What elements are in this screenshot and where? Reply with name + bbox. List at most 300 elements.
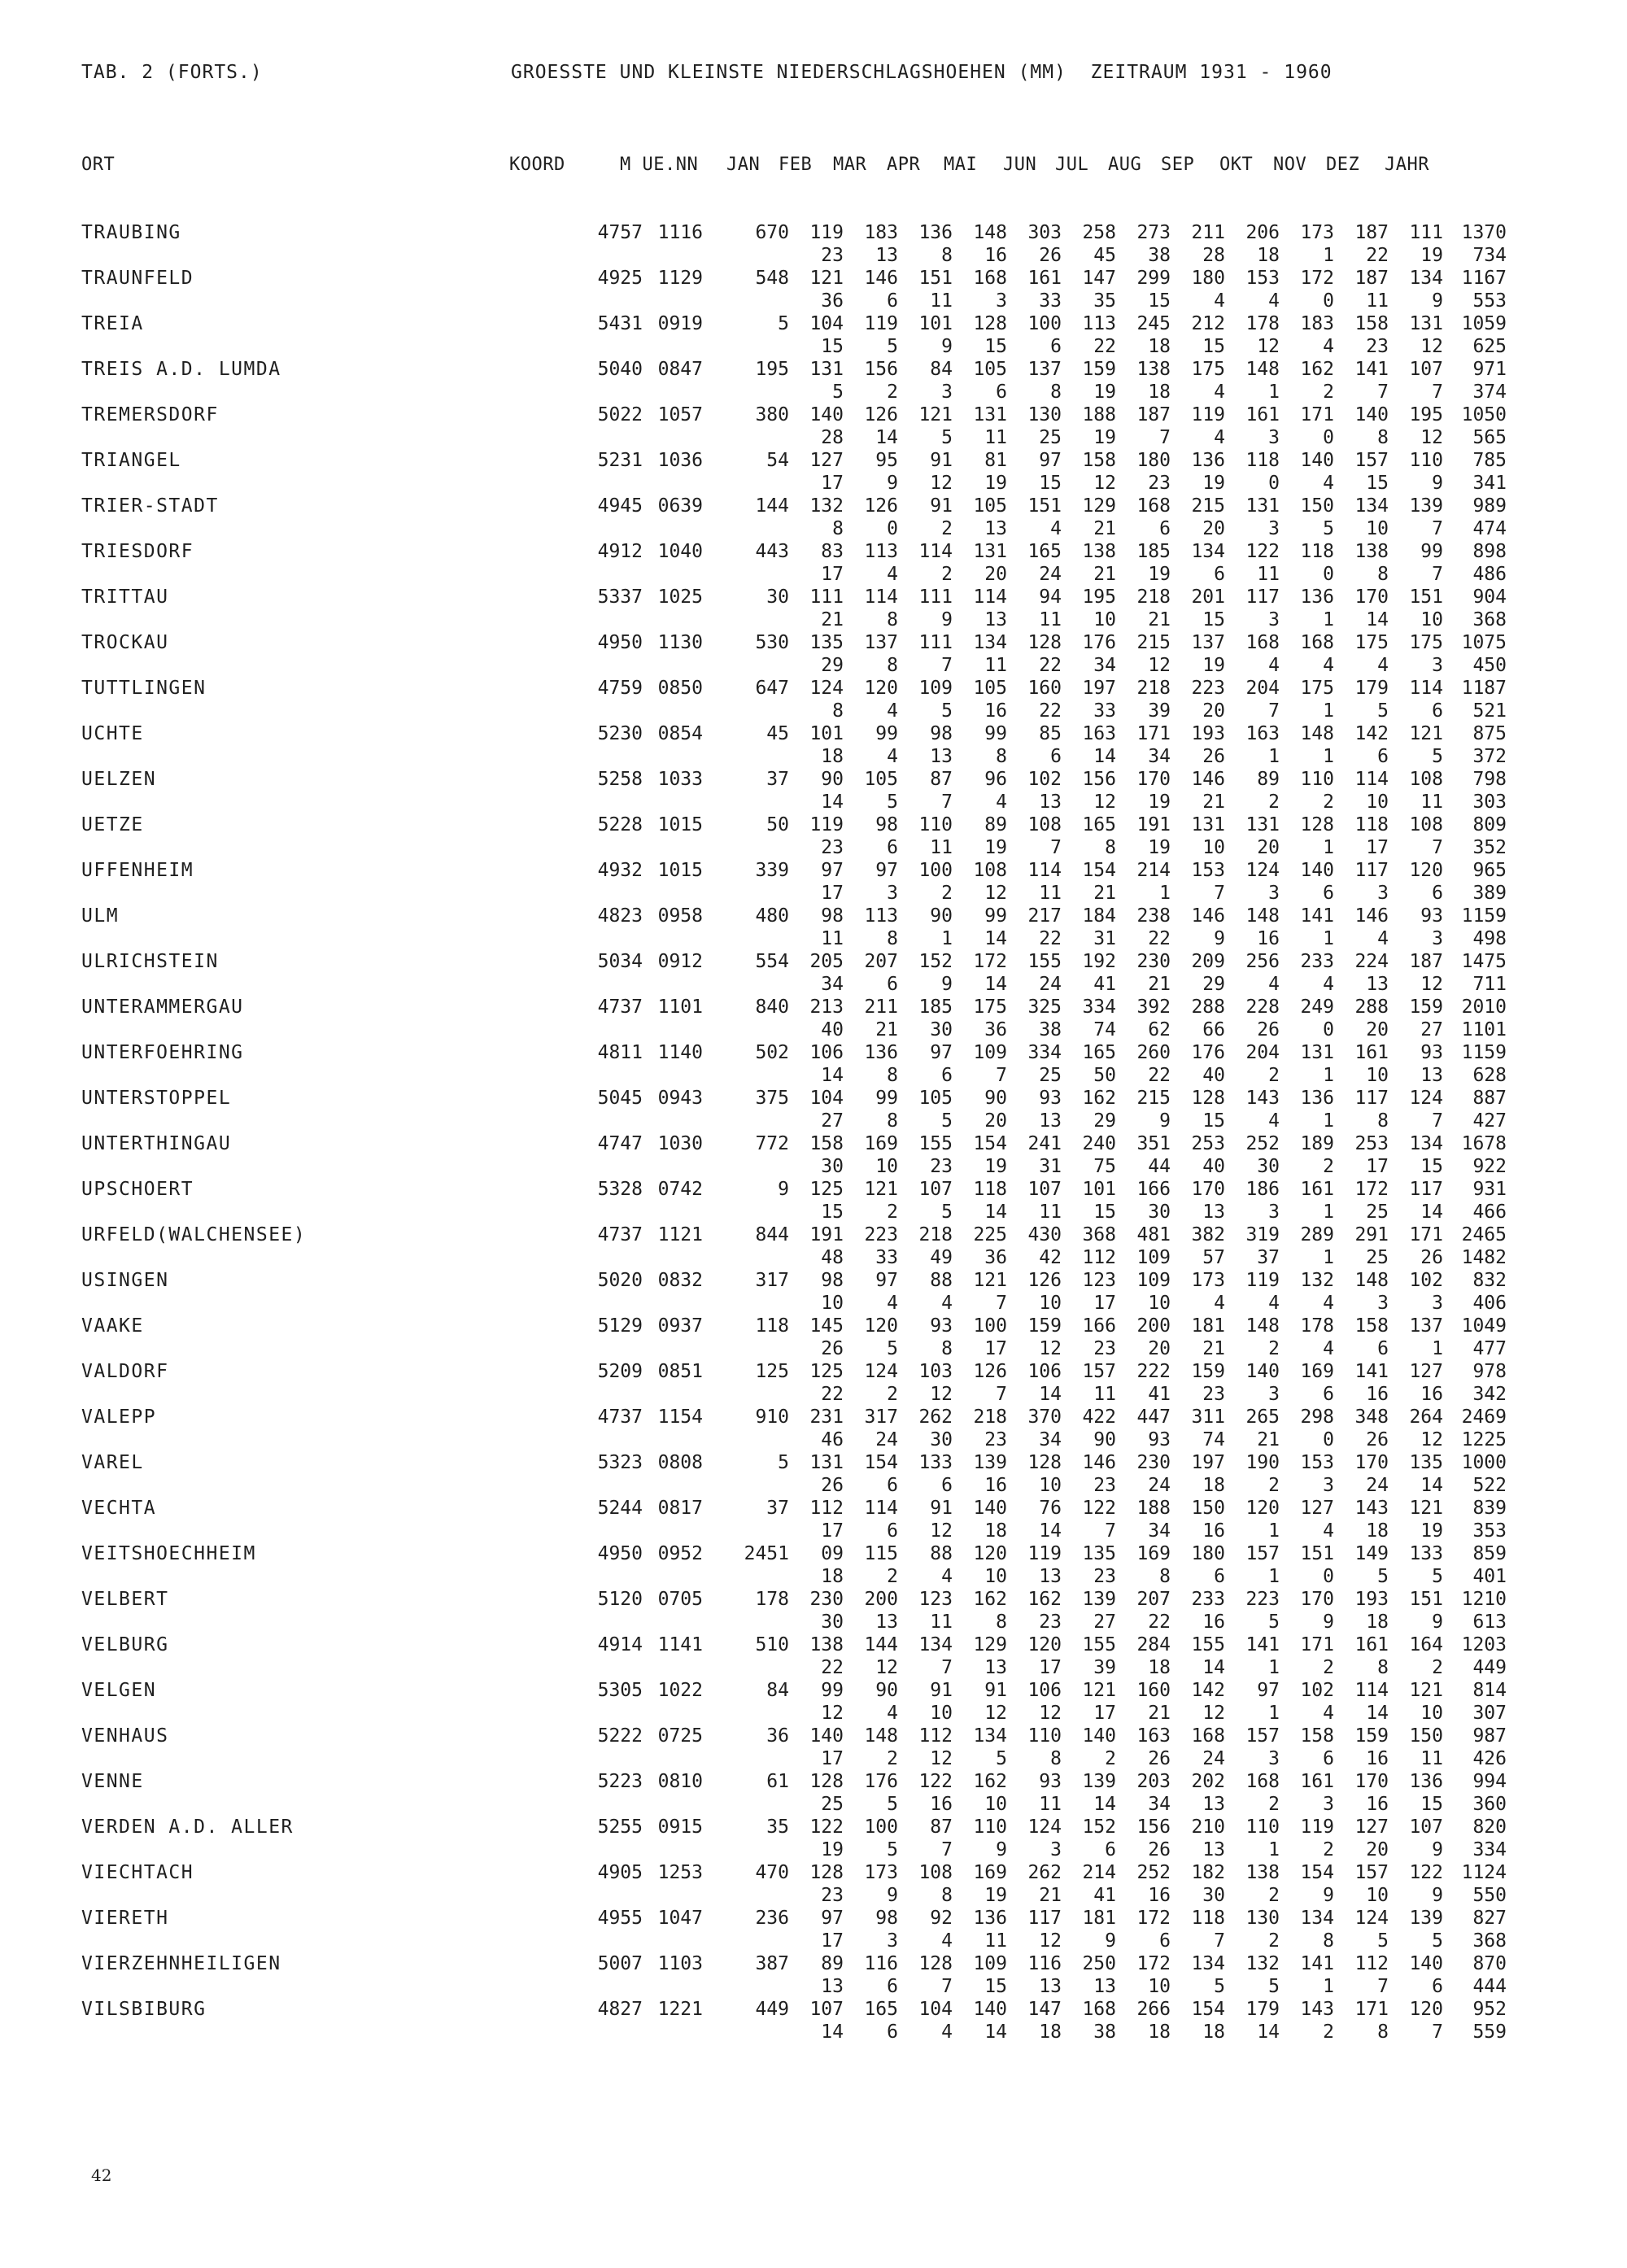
min-month-value: 15 <box>1093 1202 1116 1223</box>
min-month-value: 15 <box>1366 473 1389 494</box>
station-koord-e: 0854 <box>657 723 703 744</box>
max-month-value: 140 <box>1300 450 1334 471</box>
table-row-min <box>0 700 1507 722</box>
min-month-value: 34 <box>1148 1794 1171 1815</box>
min-month-value: 24 <box>1202 1748 1225 1769</box>
spacer-cell <box>643 1018 703 1041</box>
spacer-cell <box>579 1611 643 1633</box>
min-month-value: 16 <box>1257 928 1280 949</box>
min-month-value: 7 <box>1214 883 1225 904</box>
min-month-value: 18 <box>1366 1612 1389 1633</box>
max-month-value: 260 <box>1136 1042 1171 1063</box>
min-month-value: 7 <box>1432 1110 1443 1132</box>
min-month-value: 9 <box>941 336 953 357</box>
max-month-value: 104 <box>918 1999 953 2020</box>
min-month-value: 1 <box>1323 1976 1334 1997</box>
table-row-max <box>0 1497 1507 1520</box>
max-month-value: 256 <box>1245 951 1280 972</box>
max-month-value: 265 <box>1245 1407 1280 1428</box>
station-elevation: 144 <box>755 495 789 517</box>
max-month-value: 93 <box>1420 1042 1443 1063</box>
table-row-min <box>0 654 1507 677</box>
min-year-value: 352 <box>1472 837 1507 858</box>
station-koord-n: 5034 <box>597 951 643 972</box>
min-month-value: 5 <box>1432 1930 1443 1952</box>
min-month-value: 18 <box>1202 2022 1225 2043</box>
max-month-value: 144 <box>864 1634 898 1655</box>
precipitation-table <box>0 221 1507 2043</box>
min-month-value: 14 <box>1093 746 1116 767</box>
max-month-value: 118 <box>973 1179 1007 1200</box>
station-koord-e: 0810 <box>657 1771 703 1792</box>
column-header-month: APR <box>887 155 921 175</box>
max-year-value: 978 <box>1472 1361 1507 1382</box>
min-month-value: 26 <box>1366 1429 1389 1450</box>
max-month-value: 134 <box>973 1725 1007 1747</box>
min-month-value: 4 <box>941 1566 953 1587</box>
min-month-value: 3 <box>941 382 953 403</box>
max-month-value: 214 <box>1082 1862 1116 1883</box>
station-elevation: 844 <box>755 1224 789 1245</box>
max-month-value: 298 <box>1300 1407 1334 1428</box>
min-month-value: 3 <box>1268 883 1280 904</box>
table-row-max <box>0 905 1507 927</box>
max-month-value: 97 <box>875 1270 898 1291</box>
min-month-value: 25 <box>1039 1065 1062 1086</box>
min-month-value: 14 <box>821 1065 844 1086</box>
max-month-value: 148 <box>1245 359 1280 380</box>
spacer-cell <box>0 1520 579 1542</box>
min-month-value: 34 <box>1093 655 1116 676</box>
min-month-value: 8 <box>1377 1110 1389 1132</box>
max-month-value: 209 <box>1191 951 1225 972</box>
column-header-ort: ORT <box>81 155 116 175</box>
min-month-value: 20 <box>1366 1839 1389 1860</box>
max-month-value: 147 <box>1082 268 1116 289</box>
table-row-max <box>0 813 1507 836</box>
spacer-cell <box>703 1838 789 1861</box>
max-month-value: 90 <box>930 905 953 927</box>
min-month-value: 33 <box>1039 290 1062 312</box>
max-month-value: 09 <box>821 1543 844 1564</box>
station-elevation: 54 <box>766 450 789 471</box>
min-year-value: 401 <box>1472 1566 1507 1587</box>
max-month-value: 85 <box>1039 723 1062 744</box>
spacer-cell <box>0 927 579 950</box>
max-month-value: 87 <box>930 769 953 790</box>
spacer-cell <box>579 472 643 495</box>
max-month-value: 258 <box>1082 222 1116 243</box>
station-koord-e: 0915 <box>657 1817 703 1838</box>
min-month-value: 4 <box>1268 290 1280 312</box>
max-month-value: 133 <box>1409 1543 1443 1564</box>
max-year-value: 1187 <box>1461 678 1507 699</box>
station-koord-n: 5222 <box>597 1725 643 1747</box>
min-month-value: 93 <box>1148 1429 1171 1450</box>
min-year-value: 474 <box>1472 518 1507 539</box>
min-month-value: 21 <box>1257 1429 1280 1450</box>
station-name: TUTTLINGEN <box>81 678 207 699</box>
min-month-value: 7 <box>1432 2022 1443 2043</box>
spacer-cell <box>643 700 703 722</box>
max-month-value: 131 <box>1191 814 1225 835</box>
max-month-value: 200 <box>1136 1315 1171 1337</box>
max-month-value: 218 <box>1136 678 1171 699</box>
min-month-value: 0 <box>1323 427 1334 448</box>
spacer-cell <box>0 472 579 495</box>
max-month-value: 168 <box>973 268 1007 289</box>
min-month-value: 9 <box>1214 928 1225 949</box>
table-row-min <box>0 1337 1507 1360</box>
spacer-cell <box>579 1337 643 1360</box>
max-year-value: 2469 <box>1461 1407 1507 1428</box>
max-month-value: 116 <box>1027 1953 1062 1974</box>
min-month-value: 15 <box>984 1976 1007 1997</box>
spacer-cell <box>703 1474 789 1497</box>
max-month-value: 170 <box>1191 1179 1225 1200</box>
min-month-value: 38 <box>1039 1019 1062 1040</box>
station-elevation: 5 <box>778 1452 789 1473</box>
min-month-value: 10 <box>1366 1885 1389 1906</box>
spacer-cell <box>703 1793 789 1816</box>
station-name: TRAUNFELD <box>81 268 194 289</box>
spacer-cell <box>0 882 579 905</box>
max-month-value: 83 <box>821 541 844 562</box>
spacer-cell <box>0 244 579 267</box>
station-elevation: 35 <box>766 1817 789 1838</box>
spacer-cell <box>703 745 789 768</box>
max-month-value: 284 <box>1136 1634 1171 1655</box>
max-month-value: 252 <box>1136 1862 1171 1883</box>
max-year-value: 931 <box>1472 1179 1507 1200</box>
min-month-value: 22 <box>1039 655 1062 676</box>
min-month-value: 11 <box>984 1930 1007 1952</box>
max-month-value: 123 <box>918 1589 953 1610</box>
station-elevation: 530 <box>755 632 789 653</box>
table-row-min <box>0 1611 1507 1633</box>
station-koord-n: 4950 <box>597 1543 643 1564</box>
min-month-value: 66 <box>1202 1019 1225 1040</box>
max-month-value: 128 <box>809 1771 844 1792</box>
station-elevation: 554 <box>755 951 789 972</box>
spacer-cell <box>643 290 703 312</box>
min-month-value: 15 <box>821 1202 844 1223</box>
min-year-value: 521 <box>1472 700 1507 722</box>
spacer-cell <box>0 1656 579 1679</box>
station-elevation: 449 <box>755 1999 789 2020</box>
max-year-value: 1049 <box>1461 1315 1507 1337</box>
page-number: 42 <box>91 2166 112 2185</box>
max-month-value: 110 <box>918 814 953 835</box>
spacer-cell <box>703 1064 789 1087</box>
station-elevation: 380 <box>755 404 789 425</box>
min-month-value: 7 <box>1105 1520 1116 1542</box>
min-month-value: 4 <box>887 1703 898 1724</box>
max-month-value: 120 <box>864 678 898 699</box>
station-koord-n: 4955 <box>597 1908 643 1929</box>
min-month-value: 13 <box>1420 1065 1443 1086</box>
max-year-value: 827 <box>1472 1908 1507 1929</box>
min-month-value: 1 <box>1323 746 1334 767</box>
max-month-value: 156 <box>864 359 898 380</box>
max-month-value: 120 <box>973 1543 1007 1564</box>
min-month-value: 0 <box>1323 1019 1334 1040</box>
min-month-value: 4 <box>887 746 898 767</box>
min-month-value: 5 <box>1377 700 1389 722</box>
min-month-value: 14 <box>984 974 1007 995</box>
min-month-value: 14 <box>1257 2022 1280 2043</box>
min-month-value: 23 <box>821 245 844 266</box>
max-month-value: 210 <box>1191 1817 1225 1838</box>
station-name: VALDORF <box>81 1361 169 1382</box>
station-koord-e: 0742 <box>657 1179 703 1200</box>
station-koord-e: 1130 <box>657 632 703 653</box>
table-label: TAB. 2 (FORTS.) <box>81 62 263 83</box>
max-month-value: 241 <box>1027 1133 1062 1154</box>
max-month-value: 238 <box>1136 905 1171 927</box>
station-koord-n: 4737 <box>597 1407 643 1428</box>
max-month-value: 291 <box>1354 1224 1389 1245</box>
spacer-cell <box>0 1565 579 1588</box>
table-row-min <box>0 517 1507 540</box>
station-elevation: 317 <box>755 1270 789 1291</box>
min-month-value: 12 <box>1093 792 1116 813</box>
max-month-value: 138 <box>1245 1862 1280 1883</box>
min-month-value: 15 <box>1148 290 1171 312</box>
min-month-value: 8 <box>1377 1657 1389 1678</box>
max-month-value: 190 <box>1245 1452 1280 1473</box>
min-month-value: 0 <box>1268 473 1280 494</box>
max-month-value: 119 <box>809 222 844 243</box>
min-month-value: 4 <box>941 2022 953 2043</box>
min-month-value: 19 <box>984 1156 1007 1177</box>
spacer-cell <box>643 608 703 631</box>
max-month-value: 187 <box>1354 268 1389 289</box>
min-month-value: 41 <box>1148 1384 1171 1405</box>
spacer-cell <box>579 1656 643 1679</box>
max-month-value: 152 <box>918 951 953 972</box>
max-month-value: 97 <box>1039 450 1062 471</box>
min-month-value: 17 <box>821 883 844 904</box>
min-month-value: 19 <box>1202 473 1225 494</box>
min-month-value: 7 <box>996 1293 1007 1314</box>
max-month-value: 351 <box>1136 1133 1171 1154</box>
spacer-cell <box>0 1975 579 1998</box>
min-month-value: 26 <box>1148 1839 1171 1860</box>
max-month-value: 140 <box>1354 404 1389 425</box>
max-month-value: 178 <box>1245 313 1280 334</box>
station-koord-n: 4912 <box>597 541 643 562</box>
spacer-cell <box>703 563 789 586</box>
max-month-value: 105 <box>918 1088 953 1109</box>
max-month-value: 172 <box>1300 268 1334 289</box>
station-elevation: 36 <box>766 1725 789 1747</box>
min-month-value: 20 <box>1257 837 1280 858</box>
spacer-cell <box>703 1611 789 1633</box>
spacer-cell <box>0 608 579 631</box>
max-month-value: 114 <box>864 587 898 608</box>
max-month-value: 218 <box>1136 587 1171 608</box>
min-month-value: 112 <box>1082 1247 1116 1268</box>
min-month-value: 0 <box>887 518 898 539</box>
table-row-min <box>0 1064 1507 1087</box>
max-month-value: 90 <box>984 1088 1007 1109</box>
spacer-cell <box>579 1383 643 1406</box>
max-month-value: 231 <box>809 1407 844 1428</box>
max-year-value: 875 <box>1472 723 1507 744</box>
spacer-cell <box>579 700 643 722</box>
min-month-value: 30 <box>821 1612 844 1633</box>
max-month-value: 163 <box>1245 723 1280 744</box>
station-name: TRAUBING <box>81 222 181 243</box>
spacer-cell <box>703 1520 789 1542</box>
min-month-value: 8 <box>1105 837 1116 858</box>
min-month-value: 30 <box>821 1156 844 1177</box>
station-name: ULRICHSTEIN <box>81 951 219 972</box>
spacer-cell <box>643 1611 703 1633</box>
table-row-max <box>0 722 1507 745</box>
max-month-value: 105 <box>864 769 898 790</box>
min-month-value: 19 <box>1420 245 1443 266</box>
spacer-cell <box>703 1110 789 1132</box>
station-koord-n: 5323 <box>597 1452 643 1473</box>
max-month-value: 447 <box>1136 1407 1171 1428</box>
column-header-month: AUG <box>1108 155 1142 175</box>
max-month-value: 97 <box>875 860 898 881</box>
min-year-value: 444 <box>1472 1976 1507 1997</box>
max-month-value: 319 <box>1245 1224 1280 1245</box>
min-month-value: 24 <box>1039 974 1062 995</box>
min-month-value: 31 <box>1039 1156 1062 1177</box>
spacer-cell <box>643 1793 703 1816</box>
max-month-value: 150 <box>1191 1498 1225 1519</box>
min-month-value: 18 <box>821 1566 844 1587</box>
max-month-value: 225 <box>973 1224 1007 1245</box>
max-month-value: 109 <box>973 1953 1007 1974</box>
max-month-value: 186 <box>1245 1179 1280 1200</box>
min-month-value: 36 <box>821 290 844 312</box>
min-month-value: 11 <box>1039 1202 1062 1223</box>
max-month-value: 114 <box>973 587 1007 608</box>
min-month-value: 46 <box>821 1429 844 1450</box>
min-month-value: 4 <box>1323 1520 1334 1542</box>
max-month-value: 156 <box>1082 769 1116 790</box>
max-month-value: 266 <box>1136 1999 1171 2020</box>
table-row-max <box>0 768 1507 791</box>
max-month-value: 170 <box>1300 1589 1334 1610</box>
min-month-value: 6 <box>1323 1748 1334 1769</box>
min-month-value: 38 <box>1148 245 1171 266</box>
min-year-value: 303 <box>1472 792 1507 813</box>
max-month-value: 88 <box>930 1543 953 1564</box>
max-month-value: 228 <box>1245 997 1280 1018</box>
table-row-max <box>0 1816 1507 1838</box>
spacer-cell <box>579 1975 643 1998</box>
spacer-cell <box>579 2021 643 2043</box>
max-month-value: 161 <box>1027 268 1062 289</box>
max-month-value: 233 <box>1191 1589 1225 1610</box>
station-name: VEITSHOECHHEIM <box>81 1543 256 1564</box>
max-month-value: 289 <box>1300 1224 1334 1245</box>
min-month-value: 5 <box>1432 1566 1443 1587</box>
min-month-value: 62 <box>1148 1019 1171 1040</box>
spacer-cell <box>0 1930 579 1952</box>
min-month-value: 1 <box>1268 1520 1280 1542</box>
table-row-max <box>0 358 1507 381</box>
spacer-cell <box>0 1793 579 1816</box>
min-month-value: 3 <box>1268 609 1280 630</box>
spacer-cell <box>579 791 643 813</box>
min-month-value: 18 <box>1257 245 1280 266</box>
max-month-value: 206 <box>1245 222 1280 243</box>
max-month-value: 105 <box>973 495 1007 517</box>
spacer-cell <box>643 335 703 358</box>
min-month-value: 14 <box>821 2022 844 2043</box>
max-year-value: 1210 <box>1461 1589 1507 1610</box>
station-name: TRIESDORF <box>81 541 194 562</box>
max-month-value: 161 <box>1354 1634 1389 1655</box>
station-elevation: 840 <box>755 997 789 1018</box>
max-month-value: 128 <box>918 1953 953 1974</box>
max-month-value: 170 <box>1354 587 1389 608</box>
station-name: TRITTAU <box>81 587 169 608</box>
max-month-value: 299 <box>1136 268 1171 289</box>
column-header-month: MAI <box>944 155 978 175</box>
min-month-value: 20 <box>984 564 1007 585</box>
max-month-value: 139 <box>1082 1589 1116 1610</box>
max-month-value: 158 <box>1354 1315 1389 1337</box>
station-koord-n: 5120 <box>597 1589 643 1610</box>
min-month-value: 2 <box>941 564 953 585</box>
table-row-max <box>0 677 1507 700</box>
station-koord-e: 1140 <box>657 1042 703 1063</box>
min-month-value: 17 <box>1039 1657 1062 1678</box>
min-month-value: 5 <box>996 1748 1007 1769</box>
max-month-value: 107 <box>918 1179 953 1200</box>
max-year-value: 1167 <box>1461 268 1507 289</box>
min-year-value: 486 <box>1472 564 1507 585</box>
min-month-value: 9 <box>1105 1930 1116 1952</box>
max-month-value: 185 <box>918 997 953 1018</box>
spacer-cell <box>643 563 703 586</box>
column-header-jahr: JAHR <box>1385 155 1429 175</box>
max-month-value: 155 <box>1082 1634 1116 1655</box>
min-month-value: 10 <box>875 1156 898 1177</box>
max-month-value: 153 <box>1300 1452 1334 1473</box>
max-month-value: 211 <box>1191 222 1225 243</box>
max-month-value: 264 <box>1409 1407 1443 1428</box>
max-month-value: 154 <box>864 1452 898 1473</box>
max-month-value: 87 <box>930 1817 953 1838</box>
min-month-value: 7 <box>1432 518 1443 539</box>
min-month-value: 49 <box>930 1247 953 1268</box>
min-month-value: 8 <box>1377 564 1389 585</box>
max-month-value: 166 <box>1082 1315 1116 1337</box>
min-month-value: 21 <box>821 609 844 630</box>
min-month-value: 57 <box>1202 1247 1225 1268</box>
station-koord-e: 0937 <box>657 1315 703 1337</box>
min-month-value: 22 <box>821 1384 844 1405</box>
max-month-value: 140 <box>1300 860 1334 881</box>
min-year-value: 1482 <box>1461 1247 1507 1268</box>
max-month-value: 114 <box>1027 860 1062 881</box>
table-row-min <box>0 426 1507 449</box>
table-row-min <box>0 608 1507 631</box>
table-row-min <box>0 1656 1507 1679</box>
spacer-cell <box>0 745 579 768</box>
max-month-value: 89 <box>821 1953 844 1974</box>
min-month-value: 4 <box>941 1293 953 1314</box>
